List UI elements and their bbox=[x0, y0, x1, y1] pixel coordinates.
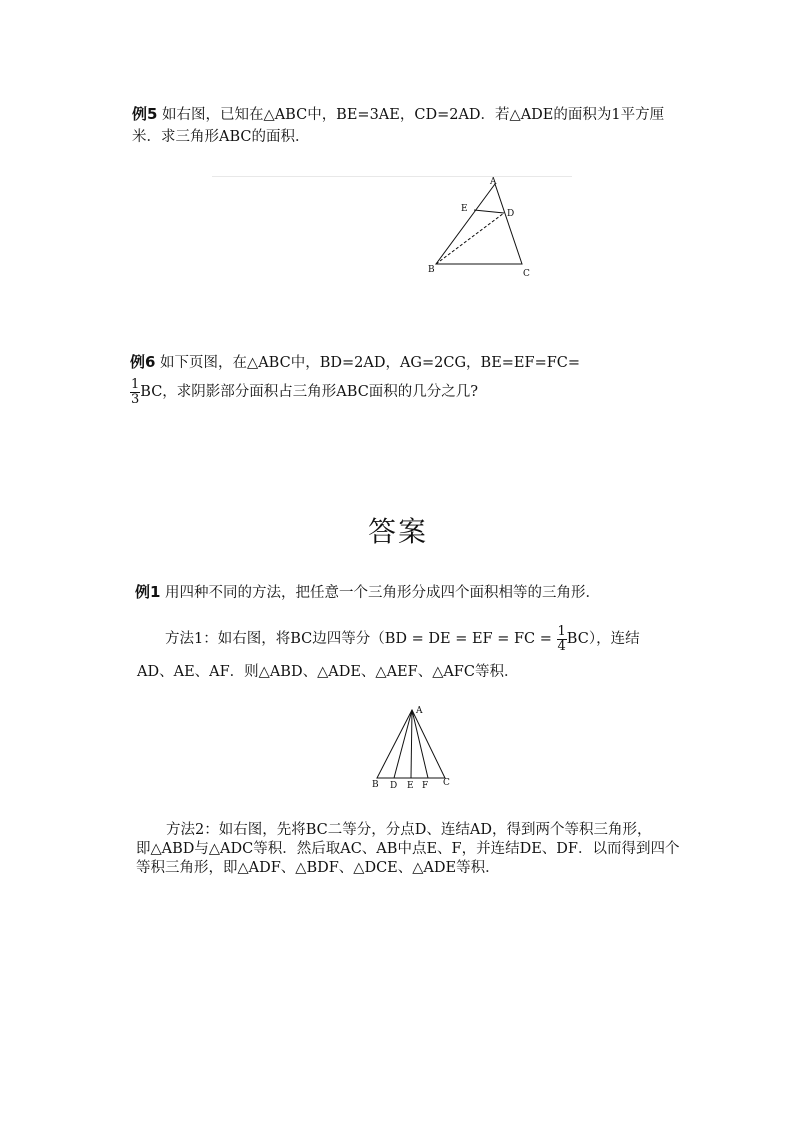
ex1-triangle-figure bbox=[365, 700, 465, 792]
ex5-point-e: E bbox=[461, 204, 468, 214]
ex5-segment-bd bbox=[436, 213, 504, 264]
ex1-method1-line2: AD、AE、AF．则△ABD、△ADE、△AEF、△AFC等积． bbox=[137, 664, 519, 680]
ex1-method2-line2: 即△ABD与△ADC等积．然后取AC、AB中点E、F，并连结DE、DF．以而得到四个 bbox=[136, 841, 680, 857]
ex1-frac-num: 1 bbox=[557, 623, 566, 639]
ex6-line1 bbox=[130, 352, 580, 373]
ex5-point-d: D bbox=[507, 209, 515, 219]
ex5-point-c: C bbox=[523, 269, 530, 279]
ex1-segment-af bbox=[412, 710, 428, 778]
ex1-point-a: A bbox=[416, 706, 423, 716]
ex1-segment-ad bbox=[394, 710, 412, 778]
ex5-line1 bbox=[132, 104, 664, 125]
ex1-point-b: B bbox=[372, 780, 379, 790]
ex5-triangle-figure bbox=[420, 172, 540, 282]
ex1-segment-ae bbox=[411, 710, 412, 778]
ex1-method1-text-a: 方法1：如右图，将BC边四等分（BD = DE = EF = FC = bbox=[165, 631, 557, 647]
ex6-line2 bbox=[130, 375, 478, 409]
ex5-line2: 米．求三角形ABC的面积． bbox=[132, 129, 310, 145]
ex1-label: 例1 bbox=[135, 583, 161, 601]
ex1-method2-line3: 等积三角形，即△ADF、△BDF、△DCE、△ADE等积． bbox=[136, 860, 500, 876]
answer-title: 答案 bbox=[368, 515, 429, 548]
ex5-point-b: B bbox=[428, 265, 435, 275]
ex1-line1 bbox=[135, 582, 600, 603]
ex1-point-f: F bbox=[422, 781, 429, 791]
ex1-method1-text-b: BC），连结 bbox=[566, 631, 640, 647]
ex1-point-c: C bbox=[443, 778, 450, 788]
ex1-method2-line1: 方法2：如右图，先将BC二等分，分点D、连结AD，得到两个等积三角形， bbox=[166, 822, 652, 838]
ex6-fraction bbox=[130, 378, 140, 407]
ex1-method1-line1 bbox=[165, 622, 640, 656]
ex1-method1-fraction bbox=[557, 625, 567, 654]
ex6-frac-num: 1 bbox=[131, 376, 140, 392]
ex6-text2: BC，求阴影部分面积占三角形ABC面积的几分之几? bbox=[140, 384, 479, 400]
ex5-triangle-abc bbox=[436, 184, 522, 264]
ex6-label: 例6 bbox=[130, 353, 156, 371]
ex5-text1: 如右图，已知在△ABC中，BE=3AE，CD=2AD．若△ADE的面积为1平方厘 bbox=[157, 107, 665, 123]
ex1-point-d: D bbox=[390, 781, 398, 791]
ex6-frac-den: 3 bbox=[131, 391, 140, 407]
ex5-point-a: A bbox=[490, 177, 497, 187]
ex5-label: 例5 bbox=[132, 105, 158, 123]
ex5-segment-ed bbox=[474, 210, 504, 213]
ex1-text: 用四种不同的方法，把任意一个三角形分成四个面积相等的三角形． bbox=[160, 585, 601, 601]
ex6-text1: 如下页图，在△ABC中，BD=2AD，AG=2CG，BE=EF=FC= bbox=[155, 355, 581, 371]
ex1-frac-den: 4 bbox=[557, 638, 566, 654]
ex1-point-e: E bbox=[407, 781, 414, 791]
